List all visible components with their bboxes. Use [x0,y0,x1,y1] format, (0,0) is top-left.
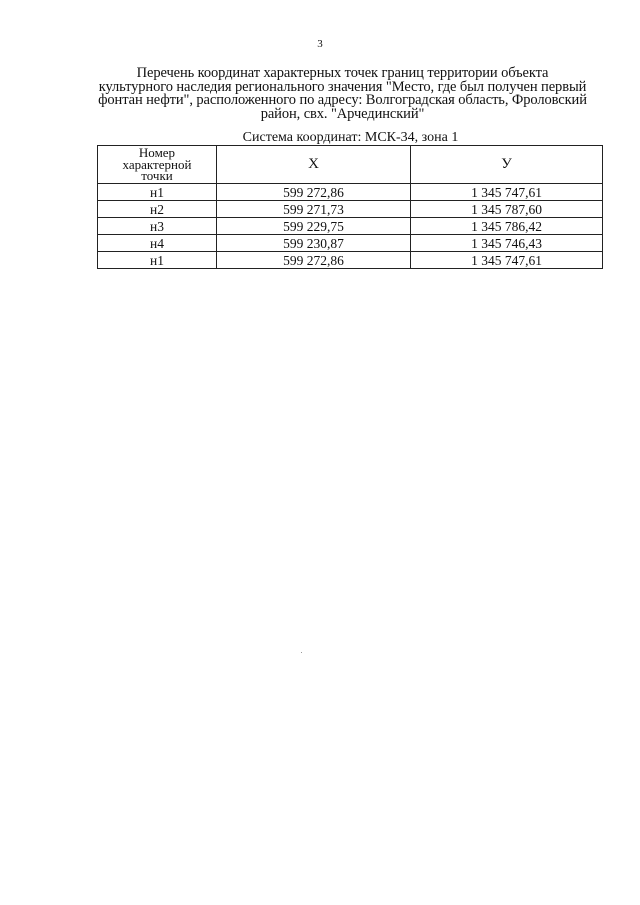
cell-y: 1 345 787,60 [411,201,603,218]
cell-x: 599 229,75 [217,218,411,235]
header-point-number [98,146,217,184]
title-line-3: фонтан нефти", расположенного по адресу: Волгоградская область, Фроловский [98,92,587,108]
cell-x: 599 272,86 [217,184,411,201]
scan-speck [301,652,302,653]
cell-y: 1 345 747,61 [411,184,603,201]
coordinates-table [97,145,603,269]
cell-point: н1 [98,184,217,201]
table-header-row [98,146,603,184]
table-row [98,252,603,269]
cell-point: н3 [98,218,217,235]
coordinate-system-caption: Система координат: МСК-34, зона 1 [242,130,459,145]
cell-point: н4 [98,235,217,252]
page-number: 3 [317,38,323,50]
document-title [80,67,605,121]
header-x: Х [217,146,411,184]
title-line-4: район, свх. "Арчединский" [260,105,425,122]
header-point-line-2: характерной [122,156,192,172]
header-y: У [411,146,603,184]
cell-x: 599 271,73 [217,201,411,218]
header-point-line-3: точки [141,168,173,184]
cell-point: н1 [98,252,217,269]
table-row [98,184,603,201]
header-point-line-1: Номер [138,145,176,161]
table-row [98,218,603,235]
title-line-1: Перечень координат характерных точек границ территории объекта [136,65,549,81]
cell-y: 1 345 747,61 [411,252,603,269]
table-row [98,235,603,252]
cell-x: 599 272,86 [217,252,411,269]
cell-y: 1 345 786,42 [411,218,603,235]
cell-point: н2 [98,201,217,218]
cell-y: 1 345 746,43 [411,235,603,252]
table-row [98,201,603,218]
cell-x: 599 230,87 [217,235,411,252]
title-line-2: культурного наследия регионального значения "Место, где был получен первый [98,78,587,95]
